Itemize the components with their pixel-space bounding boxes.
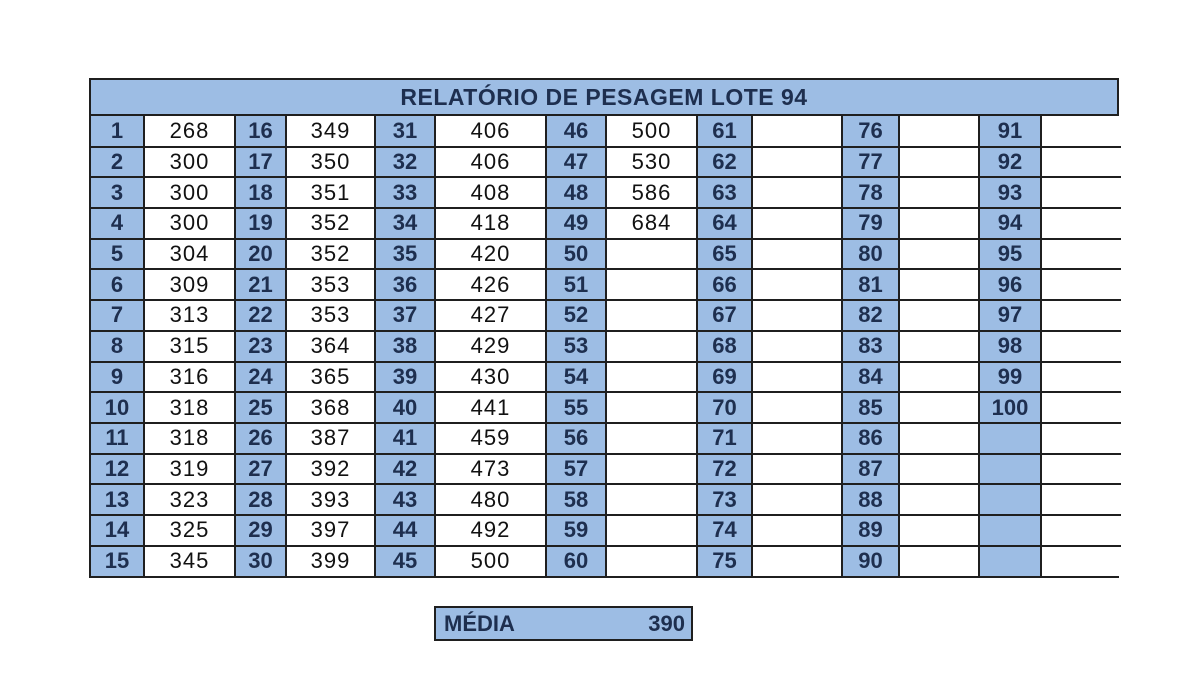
weigh-number-cell: 98 bbox=[979, 331, 1041, 362]
weight-value-cell bbox=[1041, 208, 1121, 239]
weight-value-cell bbox=[752, 300, 842, 331]
weigh-number-cell: 77 bbox=[842, 147, 899, 178]
weight-value-cell bbox=[1041, 269, 1121, 300]
weight-value-cell: 387 bbox=[286, 423, 375, 454]
weigh-number-cell: 40 bbox=[375, 392, 435, 423]
weigh-number-cell: 91 bbox=[979, 116, 1041, 147]
weigh-number-cell: 57 bbox=[546, 454, 606, 485]
weigh-number-cell: 32 bbox=[375, 147, 435, 178]
weight-value-cell bbox=[899, 269, 979, 300]
weigh-number-cell: 35 bbox=[375, 239, 435, 270]
weigh-number-cell bbox=[979, 423, 1041, 454]
weigh-number-cell: 90 bbox=[842, 546, 899, 577]
weight-value-cell bbox=[899, 300, 979, 331]
weigh-number-cell: 64 bbox=[697, 208, 752, 239]
weigh-number-cell: 43 bbox=[375, 484, 435, 515]
weight-value-cell: 408 bbox=[435, 177, 546, 208]
table-row bbox=[91, 239, 1121, 270]
weight-value-cell: 316 bbox=[144, 362, 235, 393]
weigh-number-cell: 12 bbox=[91, 454, 144, 485]
weigh-number-cell: 21 bbox=[235, 269, 286, 300]
weight-value-cell bbox=[606, 331, 697, 362]
weight-value-cell bbox=[606, 484, 697, 515]
weight-value-cell bbox=[899, 392, 979, 423]
weight-value-cell bbox=[752, 423, 842, 454]
weigh-number-cell: 26 bbox=[235, 423, 286, 454]
average-box bbox=[434, 606, 693, 641]
weight-value-cell bbox=[1041, 484, 1121, 515]
weight-value-cell: 420 bbox=[435, 239, 546, 270]
weigh-number-cell: 15 bbox=[91, 546, 144, 577]
weigh-number-cell: 2 bbox=[91, 147, 144, 178]
weight-value-cell bbox=[752, 546, 842, 577]
weight-value-cell bbox=[899, 239, 979, 270]
weight-value-cell bbox=[752, 177, 842, 208]
weigh-number-cell: 24 bbox=[235, 362, 286, 393]
weight-value-cell: 365 bbox=[286, 362, 375, 393]
weigh-number-cell: 100 bbox=[979, 392, 1041, 423]
weigh-number-cell: 34 bbox=[375, 208, 435, 239]
weigh-number-cell: 4 bbox=[91, 208, 144, 239]
weight-value-cell bbox=[752, 362, 842, 393]
weight-value-cell: 684 bbox=[606, 208, 697, 239]
weight-value-cell bbox=[1041, 392, 1121, 423]
weigh-number-cell: 53 bbox=[546, 331, 606, 362]
weight-value-cell: 319 bbox=[144, 454, 235, 485]
weight-value-cell: 427 bbox=[435, 300, 546, 331]
table-row bbox=[91, 269, 1121, 300]
weigh-number-cell: 80 bbox=[842, 239, 899, 270]
weigh-number-cell: 37 bbox=[375, 300, 435, 331]
weight-value-cell: 586 bbox=[606, 177, 697, 208]
weigh-number-cell: 49 bbox=[546, 208, 606, 239]
weigh-number-cell: 1 bbox=[91, 116, 144, 147]
weigh-number-cell: 58 bbox=[546, 484, 606, 515]
table-row bbox=[91, 177, 1121, 208]
weigh-number-cell: 92 bbox=[979, 147, 1041, 178]
weight-value-cell: 480 bbox=[435, 484, 546, 515]
weigh-number-cell: 52 bbox=[546, 300, 606, 331]
weigh-number-cell: 31 bbox=[375, 116, 435, 147]
weight-value-cell bbox=[606, 423, 697, 454]
report-title: RELATÓRIO DE PESAGEM LOTE 94 bbox=[91, 80, 1117, 116]
weight-value-cell: 350 bbox=[286, 147, 375, 178]
table-row bbox=[91, 362, 1121, 393]
weight-value-cell: 473 bbox=[435, 454, 546, 485]
weigh-number-cell bbox=[979, 484, 1041, 515]
weigh-number-cell: 69 bbox=[697, 362, 752, 393]
weight-value-cell bbox=[1041, 423, 1121, 454]
weight-value-cell bbox=[899, 177, 979, 208]
weight-value-cell bbox=[1041, 147, 1121, 178]
weight-value-cell: 500 bbox=[606, 116, 697, 147]
weight-value-cell bbox=[752, 454, 842, 485]
weigh-number-cell: 11 bbox=[91, 423, 144, 454]
weight-value-cell bbox=[752, 147, 842, 178]
weight-value-cell bbox=[606, 239, 697, 270]
weight-value-cell: 300 bbox=[144, 177, 235, 208]
weight-value-cell bbox=[606, 546, 697, 577]
weigh-number-cell: 85 bbox=[842, 392, 899, 423]
weigh-number-cell: 59 bbox=[546, 515, 606, 546]
weigh-number-cell: 94 bbox=[979, 208, 1041, 239]
weight-value-cell: 345 bbox=[144, 546, 235, 577]
weigh-number-cell: 48 bbox=[546, 177, 606, 208]
weight-value-cell bbox=[606, 300, 697, 331]
weight-value-cell bbox=[1041, 177, 1121, 208]
weight-value-cell bbox=[1041, 546, 1121, 577]
weigh-number-cell: 97 bbox=[979, 300, 1041, 331]
weigh-number-cell: 42 bbox=[375, 454, 435, 485]
weigh-number-cell: 60 bbox=[546, 546, 606, 577]
weight-value-cell bbox=[752, 515, 842, 546]
weight-value-cell bbox=[752, 392, 842, 423]
weigh-number-cell: 99 bbox=[979, 362, 1041, 393]
weigh-number-cell: 28 bbox=[235, 484, 286, 515]
weight-value-cell bbox=[1041, 116, 1121, 147]
weight-value-cell bbox=[752, 484, 842, 515]
weigh-number-cell: 39 bbox=[375, 362, 435, 393]
weight-value-cell bbox=[1041, 331, 1121, 362]
weight-value-cell: 392 bbox=[286, 454, 375, 485]
weight-value-cell: 429 bbox=[435, 331, 546, 362]
weight-value-cell bbox=[899, 147, 979, 178]
weight-value-cell: 530 bbox=[606, 147, 697, 178]
average-label: MÉDIA bbox=[444, 610, 515, 636]
weigh-number-cell: 7 bbox=[91, 300, 144, 331]
weight-value-cell bbox=[606, 454, 697, 485]
weigh-number-cell: 17 bbox=[235, 147, 286, 178]
weigh-number-cell: 13 bbox=[91, 484, 144, 515]
weigh-number-cell: 23 bbox=[235, 331, 286, 362]
weight-value-cell: 315 bbox=[144, 331, 235, 362]
weigh-number-cell: 5 bbox=[91, 239, 144, 270]
weight-value-cell: 406 bbox=[435, 147, 546, 178]
table-row bbox=[91, 515, 1121, 546]
weight-value-cell bbox=[606, 362, 697, 393]
weight-value-cell: 441 bbox=[435, 392, 546, 423]
weigh-number-cell: 25 bbox=[235, 392, 286, 423]
weight-value-cell bbox=[899, 423, 979, 454]
weigh-number-cell: 3 bbox=[91, 177, 144, 208]
weigh-number-cell bbox=[979, 515, 1041, 546]
weight-value-cell: 399 bbox=[286, 546, 375, 577]
weigh-number-cell: 66 bbox=[697, 269, 752, 300]
table-row bbox=[91, 116, 1121, 147]
weigh-number-cell: 8 bbox=[91, 331, 144, 362]
weigh-number-cell bbox=[979, 454, 1041, 485]
weigh-number-cell: 14 bbox=[91, 515, 144, 546]
weight-value-cell: 368 bbox=[286, 392, 375, 423]
weight-value-cell: 364 bbox=[286, 331, 375, 362]
weight-value-cell: 353 bbox=[286, 300, 375, 331]
weigh-number-cell: 19 bbox=[235, 208, 286, 239]
weigh-number-cell: 95 bbox=[979, 239, 1041, 270]
weigh-number-cell bbox=[979, 546, 1041, 577]
weighing-table bbox=[91, 116, 1121, 576]
weigh-number-cell: 81 bbox=[842, 269, 899, 300]
weigh-number-cell: 83 bbox=[842, 331, 899, 362]
table-row bbox=[91, 147, 1121, 178]
weigh-number-cell: 72 bbox=[697, 454, 752, 485]
weight-value-cell: 500 bbox=[435, 546, 546, 577]
weight-value-cell: 352 bbox=[286, 239, 375, 270]
weight-value-cell: 318 bbox=[144, 392, 235, 423]
weight-value-cell: 304 bbox=[144, 239, 235, 270]
weigh-number-cell: 55 bbox=[546, 392, 606, 423]
weigh-number-cell: 38 bbox=[375, 331, 435, 362]
weigh-number-cell: 20 bbox=[235, 239, 286, 270]
weigh-number-cell: 22 bbox=[235, 300, 286, 331]
weigh-number-cell: 62 bbox=[697, 147, 752, 178]
weight-value-cell bbox=[752, 239, 842, 270]
weigh-number-cell: 27 bbox=[235, 454, 286, 485]
weigh-number-cell: 44 bbox=[375, 515, 435, 546]
weight-value-cell: 300 bbox=[144, 208, 235, 239]
weight-value-cell: 325 bbox=[144, 515, 235, 546]
weigh-number-cell: 73 bbox=[697, 484, 752, 515]
weight-value-cell bbox=[899, 546, 979, 577]
weigh-number-cell: 84 bbox=[842, 362, 899, 393]
weigh-number-cell: 18 bbox=[235, 177, 286, 208]
table-row bbox=[91, 331, 1121, 362]
weigh-number-cell: 67 bbox=[697, 300, 752, 331]
weigh-number-cell: 79 bbox=[842, 208, 899, 239]
weigh-number-cell: 78 bbox=[842, 177, 899, 208]
weight-value-cell bbox=[752, 208, 842, 239]
average-value: 390 bbox=[648, 610, 685, 636]
weight-value-cell: 351 bbox=[286, 177, 375, 208]
weigh-number-cell: 36 bbox=[375, 269, 435, 300]
weight-value-cell: 459 bbox=[435, 423, 546, 454]
weigh-number-cell: 86 bbox=[842, 423, 899, 454]
table-row bbox=[91, 423, 1121, 454]
weigh-number-cell: 46 bbox=[546, 116, 606, 147]
weigh-number-cell: 30 bbox=[235, 546, 286, 577]
table-row bbox=[91, 208, 1121, 239]
weight-value-cell bbox=[899, 208, 979, 239]
weight-value-cell bbox=[606, 269, 697, 300]
weigh-number-cell: 56 bbox=[546, 423, 606, 454]
weigh-number-cell: 54 bbox=[546, 362, 606, 393]
weigh-number-cell: 82 bbox=[842, 300, 899, 331]
weight-value-cell bbox=[1041, 239, 1121, 270]
weight-value-cell bbox=[899, 515, 979, 546]
weight-value-cell bbox=[899, 454, 979, 485]
table-row bbox=[91, 546, 1121, 577]
weigh-number-cell: 41 bbox=[375, 423, 435, 454]
weight-value-cell bbox=[1041, 515, 1121, 546]
weigh-number-cell: 75 bbox=[697, 546, 752, 577]
weight-value-cell: 323 bbox=[144, 484, 235, 515]
weigh-number-cell: 33 bbox=[375, 177, 435, 208]
weight-value-cell: 430 bbox=[435, 362, 546, 393]
weight-value-cell bbox=[1041, 454, 1121, 485]
weigh-number-cell: 63 bbox=[697, 177, 752, 208]
weight-value-cell: 268 bbox=[144, 116, 235, 147]
weight-value-cell bbox=[752, 269, 842, 300]
weigh-number-cell: 89 bbox=[842, 515, 899, 546]
weigh-number-cell: 6 bbox=[91, 269, 144, 300]
weight-value-cell bbox=[752, 331, 842, 362]
weigh-number-cell: 10 bbox=[91, 392, 144, 423]
weigh-number-cell: 74 bbox=[697, 515, 752, 546]
weigh-number-cell: 96 bbox=[979, 269, 1041, 300]
weight-value-cell: 318 bbox=[144, 423, 235, 454]
weigh-number-cell: 68 bbox=[697, 331, 752, 362]
weigh-number-cell: 88 bbox=[842, 484, 899, 515]
table-row bbox=[91, 392, 1121, 423]
weigh-number-cell: 61 bbox=[697, 116, 752, 147]
weigh-number-cell: 51 bbox=[546, 269, 606, 300]
table-row bbox=[91, 484, 1121, 515]
weight-value-cell bbox=[899, 116, 979, 147]
weight-value-cell: 349 bbox=[286, 116, 375, 147]
weigh-number-cell: 65 bbox=[697, 239, 752, 270]
weight-value-cell bbox=[606, 515, 697, 546]
weigh-number-cell: 70 bbox=[697, 392, 752, 423]
weigh-number-cell: 47 bbox=[546, 147, 606, 178]
weigh-number-cell: 9 bbox=[91, 362, 144, 393]
weigh-number-cell: 93 bbox=[979, 177, 1041, 208]
weigh-number-cell: 76 bbox=[842, 116, 899, 147]
weight-value-cell bbox=[1041, 300, 1121, 331]
weight-value-cell: 397 bbox=[286, 515, 375, 546]
weight-value-cell bbox=[752, 116, 842, 147]
weight-value-cell: 300 bbox=[144, 147, 235, 178]
weigh-number-cell: 29 bbox=[235, 515, 286, 546]
weigh-number-cell: 16 bbox=[235, 116, 286, 147]
weight-value-cell bbox=[899, 484, 979, 515]
weigh-number-cell: 45 bbox=[375, 546, 435, 577]
weight-value-cell bbox=[606, 392, 697, 423]
weight-value-cell: 418 bbox=[435, 208, 546, 239]
weight-value-cell bbox=[899, 362, 979, 393]
weight-value-cell: 393 bbox=[286, 484, 375, 515]
weight-value-cell: 492 bbox=[435, 515, 546, 546]
weighing-report bbox=[89, 78, 1119, 578]
weight-value-cell: 352 bbox=[286, 208, 375, 239]
weight-value-cell: 406 bbox=[435, 116, 546, 147]
weight-value-cell: 426 bbox=[435, 269, 546, 300]
weight-value-cell bbox=[899, 331, 979, 362]
table-row bbox=[91, 454, 1121, 485]
weigh-number-cell: 50 bbox=[546, 239, 606, 270]
table-row bbox=[91, 300, 1121, 331]
weigh-number-cell: 87 bbox=[842, 454, 899, 485]
weight-value-cell: 353 bbox=[286, 269, 375, 300]
weigh-number-cell: 71 bbox=[697, 423, 752, 454]
weight-value-cell: 313 bbox=[144, 300, 235, 331]
weight-value-cell: 309 bbox=[144, 269, 235, 300]
weight-value-cell bbox=[1041, 362, 1121, 393]
